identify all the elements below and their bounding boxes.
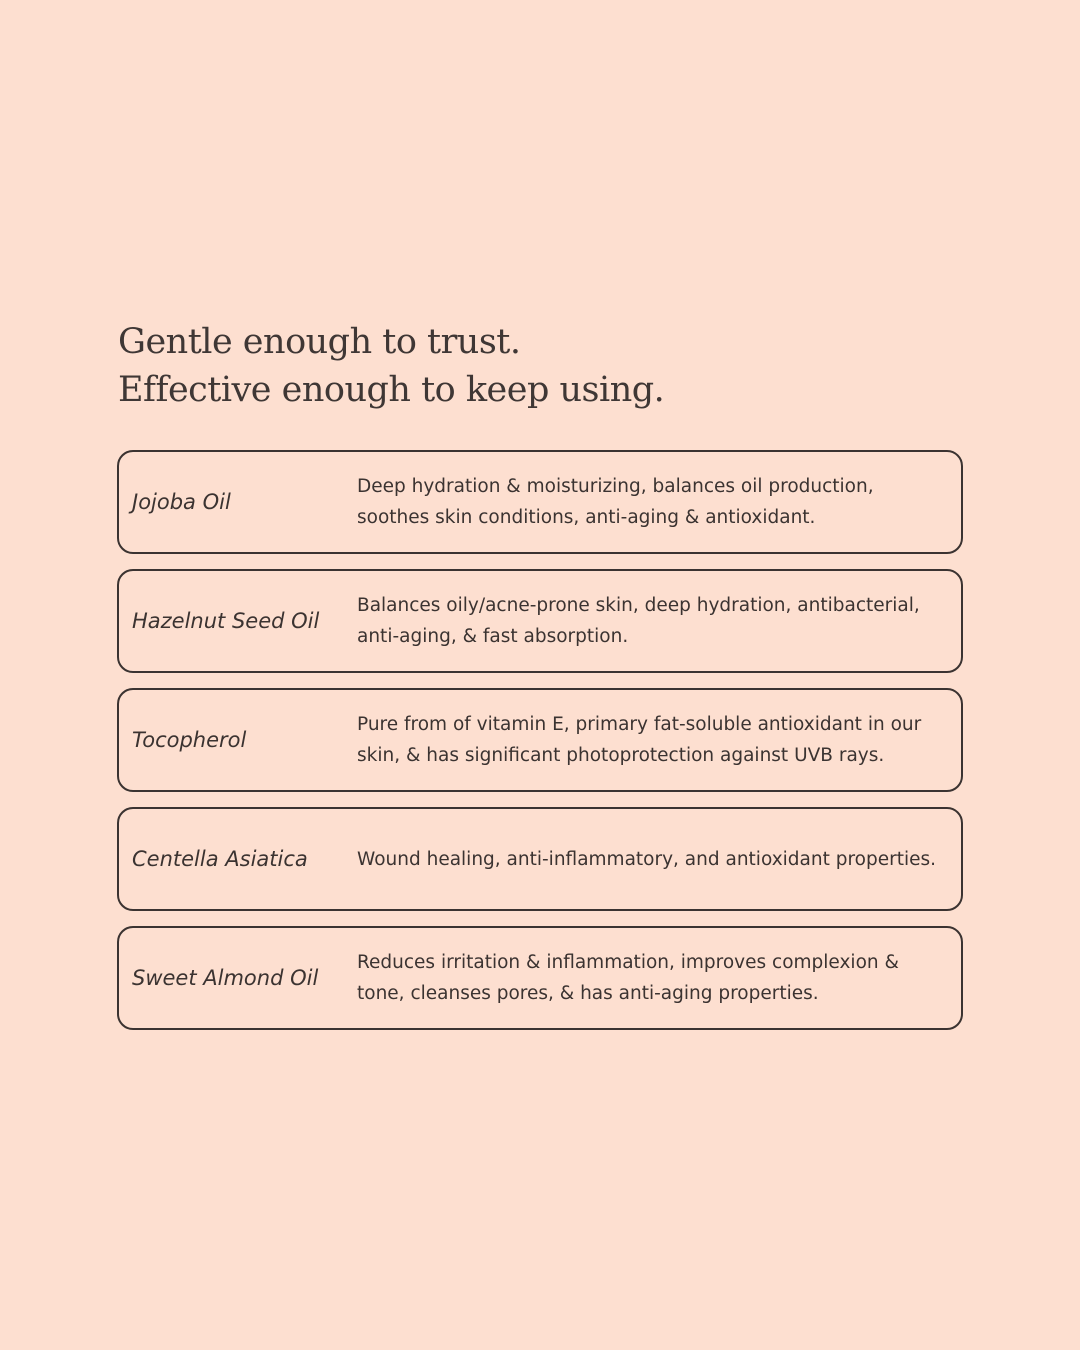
headline	[118, 318, 664, 414]
ingredient-card-sweet-almond-oil	[117, 926, 963, 1030]
ingredient-list	[117, 450, 963, 1030]
ingredient-name: Sweet Almond Oil	[132, 966, 319, 990]
ingredient-description: Reduces irritation & inflammation, improves complexion & tone, cleanses pores, & has anti-aging properties.	[357, 952, 899, 1004]
headline-line-2: Effective enough to keep using.	[118, 370, 665, 410]
ingredient-description: Balances oily/acne-prone skin, deep hydration, antibacterial, anti-aging, & fast absorption.	[357, 595, 920, 647]
ingredient-name: Hazelnut Seed Oil	[132, 609, 320, 633]
ingredient-description: Wound healing, anti-inflammatory, and antioxidant properties.	[357, 848, 937, 870]
ingredient-description: Deep hydration & moisturizing, balances oil production, soothes skin conditions, anti-aging & antioxidant.	[357, 476, 874, 528]
ingredient-name: Tocopherol	[132, 728, 247, 752]
ingredient-name: Centella Asiatica	[132, 847, 308, 871]
ingredient-card-hazelnut-seed-oil	[117, 569, 963, 673]
ingredient-description: Pure from of vitamin E, primary fat-soluble antioxidant in our skin, & has significant photoprotection against UVB rays.	[357, 714, 922, 766]
ingredient-card-jojoba-oil	[117, 450, 963, 554]
ingredient-name: Jojoba Oil	[132, 490, 231, 514]
headline-line-1: Gentle enough to trust.	[118, 322, 521, 362]
ingredient-card-centella-asiatica	[117, 807, 963, 911]
ingredient-card-tocopherol	[117, 688, 963, 792]
